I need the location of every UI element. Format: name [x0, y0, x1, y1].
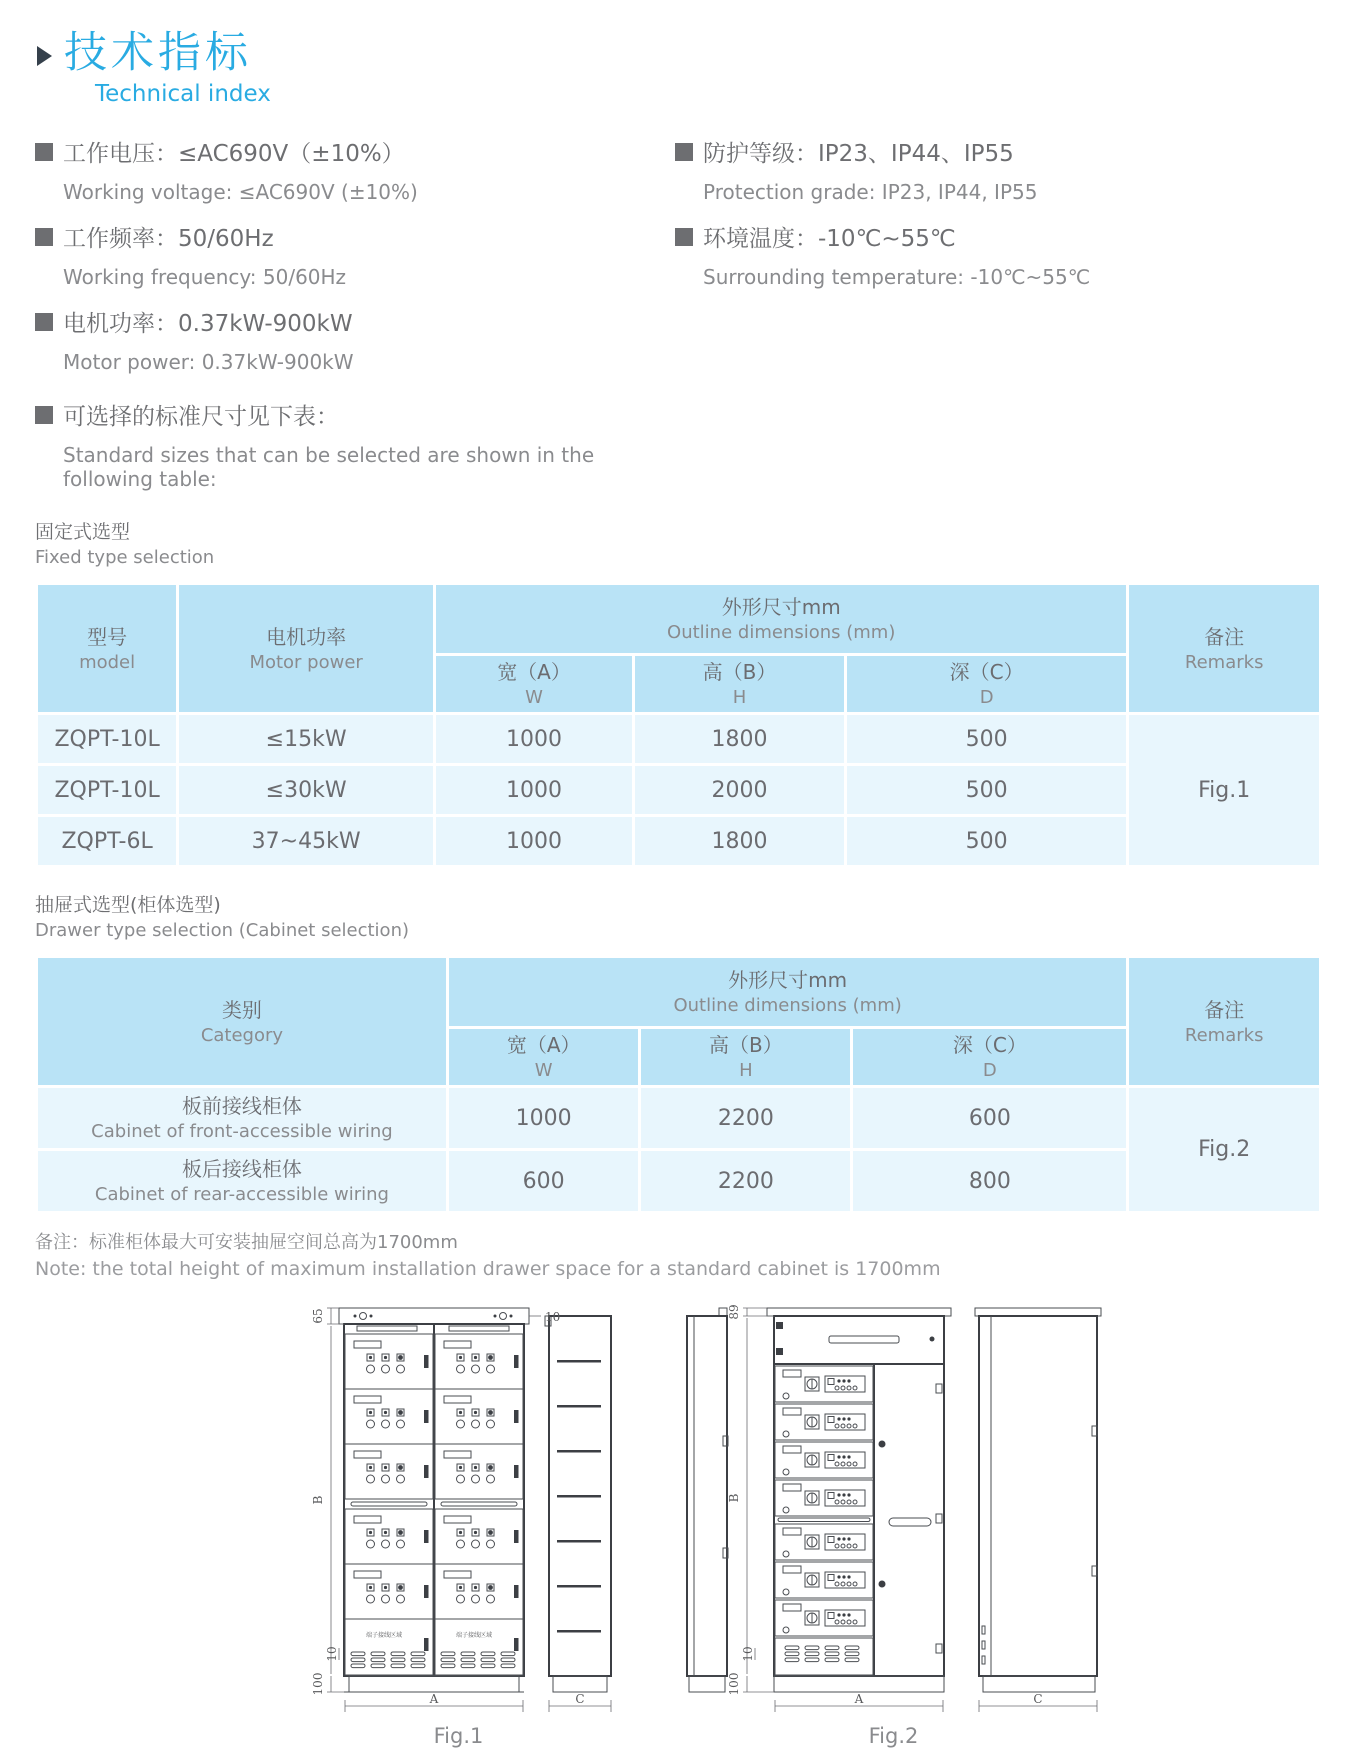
spec-item-motor-power: [35, 305, 675, 374]
cell-width: 600: [447, 1150, 640, 1213]
fig2-front-view: [767, 1308, 951, 1692]
cell-width: 1000: [447, 1087, 640, 1150]
col-header-model: [37, 584, 178, 714]
fig2-caption: Fig.2: [868, 1724, 919, 1748]
col-header-width: [435, 655, 634, 714]
spec-en-text: Standard sizes that can be selected are shown in the following table:: [63, 443, 595, 492]
figures-row: [35, 1286, 1322, 1748]
spec-column-left: [35, 135, 675, 507]
fig2-left-profile-view: [687, 1308, 728, 1692]
col-header-width: [447, 1028, 640, 1087]
header-zh: 外形尺寸mm: [721, 595, 841, 620]
fig2-dim-depth: C: [1032, 1692, 1043, 1707]
cell-power: ≤30kW: [178, 765, 435, 816]
fig1-dim-inner: 10: [324, 1646, 339, 1662]
col-header-outline-dimensions: [435, 584, 1128, 655]
cell-depth: 500: [845, 816, 1127, 867]
spec-en-text: Protection grade: IP23, IP44, IP55: [703, 180, 1038, 205]
fig2-dim-height: B: [726, 1493, 741, 1503]
header-en: H: [739, 1060, 753, 1082]
cell-power: ≤15kW: [178, 714, 435, 765]
cell-model: ZQPT-10L: [37, 765, 178, 816]
cell-category: [37, 1150, 448, 1213]
page-title-en: Technical index: [95, 81, 271, 108]
header-en: D: [982, 1060, 997, 1082]
header-en: D: [979, 687, 994, 709]
note-block: [35, 1228, 1322, 1280]
fig1-dim-height: B: [310, 1495, 325, 1505]
fig1-dim-top-right: 10: [544, 1310, 560, 1325]
fig1-dim-top: 65: [310, 1308, 325, 1324]
header-zh: 类别: [221, 997, 262, 1022]
cell-height: 1800: [634, 816, 846, 867]
bullet-square-icon: [35, 313, 53, 331]
fig1-dim-bottom: 100: [310, 1672, 325, 1696]
header-en: model: [79, 651, 136, 673]
header-en: Remarks: [1184, 1024, 1264, 1046]
cell-depth: 500: [845, 714, 1127, 765]
cell-category-en: Cabinet of rear-accessible wiring: [94, 1184, 389, 1206]
col-header-motor-power: [178, 584, 435, 714]
header-en: Remarks: [1184, 651, 1264, 673]
spec-zh-text: 环境温度：-10℃~55℃: [703, 226, 956, 253]
figure-2: [679, 1286, 1109, 1748]
header-en: Outline dimensions (mm): [673, 995, 902, 1017]
cell-height: 2200: [640, 1150, 852, 1213]
cell-depth: 600: [852, 1087, 1128, 1150]
fig1-terminal-label: 端子接线区域: [455, 1632, 492, 1640]
cell-remark: Fig.1: [1128, 714, 1321, 867]
cell-model: ZQPT-6L: [37, 816, 178, 867]
section-label-zh: 抽屉式选型(柜体选型): [35, 894, 221, 917]
spec-zh-text: 工作频率：50/60Hz: [63, 226, 274, 253]
spec-item-frequency: [35, 220, 675, 289]
cell-height: 1800: [634, 714, 846, 765]
header-zh: 宽（A）: [506, 1033, 581, 1058]
cell-model: ZQPT-10L: [37, 714, 178, 765]
spec-item-standard-sizes: [35, 398, 675, 491]
header-zh: 高（B）: [709, 1033, 783, 1058]
cell-width: 1000: [435, 765, 634, 816]
section-fixed-type: [35, 517, 1322, 568]
cell-width: 1000: [435, 816, 634, 867]
header-zh: 深（C）: [949, 660, 1024, 685]
note-en: Note: the total height of maximum installation drawer space for a standard cabinet is 1700mm: [35, 1258, 941, 1281]
header-zh: 外形尺寸mm: [728, 968, 848, 993]
header-zh: 电机功率: [266, 624, 347, 649]
fig1-dim-width: A: [429, 1692, 438, 1707]
fig1-caption: Fig.1: [433, 1724, 484, 1748]
col-header-height: [640, 1028, 852, 1087]
header-en: Outline dimensions (mm): [667, 622, 896, 644]
page-header: [35, 30, 1322, 107]
section-label-zh: 固定式选型: [35, 521, 131, 544]
fig1-dim-depth: C: [574, 1692, 585, 1707]
header-en: Motor power: [249, 651, 363, 673]
spec-zh-text: 可选择的标准尺寸见下表：: [63, 404, 339, 431]
bullet-square-icon: [35, 228, 53, 246]
cell-height: 2200: [640, 1087, 852, 1150]
fig1-side-view: [545, 1316, 611, 1692]
table-row: [37, 714, 1321, 765]
fig2-drawing: [679, 1286, 1109, 1718]
cell-power: 37~45kW: [178, 816, 435, 867]
section-label-en: Fixed type selection: [35, 547, 215, 569]
col-header-outline-dimensions: [447, 957, 1128, 1028]
cell-depth: 500: [845, 765, 1127, 816]
spec-zh-text: 电机功率：0.37kW-900kW: [63, 311, 353, 338]
header-zh: 备注: [1204, 624, 1245, 649]
spec-en-text: Surrounding temperature: -10℃~55℃: [703, 265, 1091, 290]
spec-en-text: Motor power: 0.37kW-900kW: [63, 350, 354, 375]
fig1-drawing: [289, 1286, 629, 1718]
spec-item-temperature: [675, 220, 1322, 289]
col-header-height: [634, 655, 846, 714]
fig2-dim-width: A: [854, 1692, 863, 1707]
drawer-type-table: [35, 955, 1322, 1214]
figure-1: [289, 1286, 629, 1748]
cell-width: 1000: [435, 714, 634, 765]
fig1-terminal-label: 端子接线区域: [365, 1632, 402, 1640]
cell-height: 2000: [634, 765, 846, 816]
fig2-side-view: [975, 1308, 1101, 1692]
section-drawer-type: [35, 890, 1322, 941]
spec-zh-text: 工作电压：≤AC690V（±10%）: [63, 141, 405, 168]
spec-item-protection-grade: [675, 135, 1322, 204]
header-zh: 宽（A）: [497, 660, 571, 685]
fixed-type-table: [35, 582, 1322, 868]
bullet-square-icon: [675, 143, 693, 161]
spec-item-voltage: [35, 135, 675, 204]
cell-category-en: Cabinet of front-accessible wiring: [91, 1121, 393, 1143]
bullet-square-icon: [35, 143, 53, 161]
header-zh: 高（B）: [702, 660, 777, 685]
section-arrow-icon: [37, 46, 52, 66]
section-label-en: Drawer type selection (Cabinet selection): [35, 920, 410, 942]
spec-en-text: Working frequency: 50/60Hz: [63, 265, 347, 290]
header-en: W: [525, 687, 543, 709]
cell-remark: Fig.2: [1128, 1087, 1321, 1213]
note-zh: 备注：标准柜体最大可安装抽屉空间总高为1700mm: [35, 1232, 458, 1254]
spec-en-text: Working voltage: ≤AC690V (±10%): [63, 180, 418, 205]
col-header-category: [37, 957, 448, 1087]
header-en: W: [534, 1060, 553, 1082]
spec-list: [35, 135, 1322, 507]
fig1-front-view: [339, 1308, 529, 1692]
col-header-depth: [845, 655, 1127, 714]
title-block: [64, 30, 271, 107]
cell-category-zh: 板前接线柜体: [181, 1094, 302, 1119]
col-header-remarks: [1128, 584, 1321, 714]
col-header-depth: [852, 1028, 1128, 1087]
fig1-dimensions: [311, 1308, 611, 1712]
header-zh: 备注: [1204, 997, 1245, 1022]
header-zh: 型号: [87, 624, 128, 649]
fig2-dim-bottom: 100: [726, 1672, 741, 1696]
page-title-zh: 技术指标: [64, 28, 252, 78]
header-en: H: [732, 687, 747, 709]
col-header-remarks: [1128, 957, 1321, 1087]
bullet-square-icon: [675, 228, 693, 246]
header-zh: 深（C）: [952, 1033, 1027, 1058]
bullet-square-icon: [35, 406, 53, 424]
fig2-dim-inner: 10: [740, 1646, 755, 1662]
cell-category: [37, 1087, 448, 1150]
cell-depth: 800: [852, 1150, 1128, 1213]
spec-zh-text: 防护等级：IP23、IP44、IP55: [703, 141, 1014, 168]
table-row: [37, 1087, 1321, 1150]
spec-column-right: [675, 135, 1322, 507]
cell-category-zh: 板后接线柜体: [181, 1157, 302, 1182]
header-en: Category: [200, 1024, 284, 1046]
fig2-dim-top: 89: [726, 1304, 741, 1320]
